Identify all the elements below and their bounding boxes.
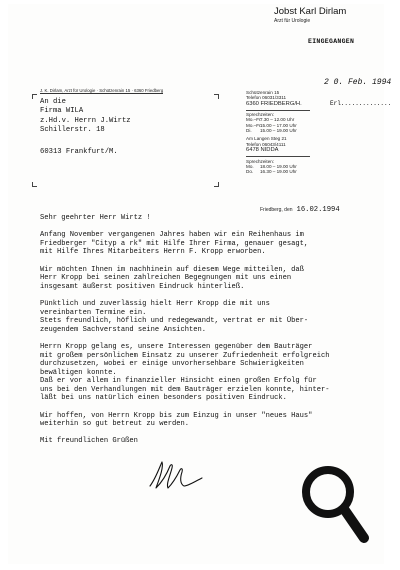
received-stamp xyxy=(308,38,394,110)
recipient-city: 60313 Frankfurt/M. xyxy=(40,148,118,156)
address-corner-mark xyxy=(214,94,219,99)
hours-row: Di. 15.00 – 19.00 Uhr xyxy=(246,128,297,134)
signature xyxy=(146,456,206,496)
paragraph: Anfang November vergangenen Jahres haben wir ein Reihenhaus im Friedberger "Cityp a rk" mit Hilfe Ihrer Firma, genauer gesagt, mit Hilfe Ihres Mitarbeiters Herrn F. Kropp erworben. xyxy=(40,231,309,257)
hours-row: Mo.–Fr.7.30 – 12.00 Uhr xyxy=(246,117,295,123)
recipient-line: z.Hd.v. Herrn J.Wirtz xyxy=(40,116,131,125)
letterhead-name: Jobst Karl Dirlam xyxy=(274,6,347,17)
paragraph: Wir hoffen, von Herrn Kropp bis zum Einzug in unser "neues Haus" weiterhin so gut betreut zu werden. xyxy=(40,411,313,429)
magnifier-icon[interactable] xyxy=(296,460,372,546)
practice-phone: Telefon 06043/4111 xyxy=(246,141,286,147)
address-corner-mark xyxy=(214,182,219,187)
recipient-line: Schillerstr. 18 xyxy=(40,125,105,134)
date-value: 16.02.1994 xyxy=(296,206,340,214)
paragraph: Herrn Kropp gelang es, unsere Interessen gegenüber dem Bauträger mit großem persönlichem Einsatz zu unserer Zufriedenheit erfolgreich durchzusetzen, wobei er einige unvorhersehbare Schwierigkeiten bewältigen konnte. Daß er vor allem in finanzieller Hinsicht einen großen Erfolg für uns bei den Verhandlungen mit dem Bauträger erzielen konnte, hinter- läßt bei uns natürlich einen besonders positiven Eindruck. xyxy=(40,342,330,403)
hours-row: Do. 16.30 – 19.00 Uhr xyxy=(246,169,297,175)
hours-row: Mo.–Fr.15.00 – 17.00 Uhr xyxy=(246,122,297,128)
recipient-line: An die xyxy=(40,98,66,106)
divider xyxy=(246,110,310,111)
hours-title: Sprechzeiten: xyxy=(246,158,275,164)
recipient-address xyxy=(40,98,131,135)
practice-city: 6478 NIDDA xyxy=(246,146,279,153)
practice-address: Am Langen Steg 21 xyxy=(246,136,287,142)
divider xyxy=(246,156,310,157)
paragraph: Pünktlich und zuverlässig hielt Herr Kropp die mit uns vereinbarten Termine ein. Stets freundlich, höflich und redegewandt, vertrat er mit Über- zeugendem Sachverstand seine Ansichten. xyxy=(40,299,309,334)
address-corner-mark xyxy=(32,94,37,99)
closing: Mit freundlichen Grüßen xyxy=(40,437,138,446)
address-corner-mark xyxy=(32,182,37,187)
recipient-line: Firma WILA xyxy=(40,107,84,116)
stamp-title: EINGEGANGEN xyxy=(308,38,355,45)
hours-title: Sprechzeiten: xyxy=(246,112,275,118)
stamp-line: Erl.............. xyxy=(330,100,392,107)
letterhead-title: Arzt für Urologie xyxy=(274,18,311,24)
practice-address: Schützenrain 15 xyxy=(246,90,280,95)
paragraph: Wir möchten Ihnen im nachhinein auf diesem Wege mitteilen, daß Herr Kropp bei seinen zahlreichen Begegnungen mit uns einen insgesamt äußerst positiven Eindruck hinterließ. xyxy=(40,265,304,291)
salutation: Sehr geehrter Herr Wirtz ! xyxy=(40,214,151,222)
practice-phone: Telefon 06031/3311 xyxy=(246,95,287,101)
sender-line: J. K. Dirlam, Arzt für Urologie · Schützenrain 15 · 6360 Friedberg xyxy=(40,88,164,93)
practice-info xyxy=(246,90,310,174)
hours-row: Mo. 18.00 – 19.00 Uhr xyxy=(246,163,297,169)
stamp-date: 2 0. Feb. 1994 xyxy=(324,78,392,87)
letter-body xyxy=(40,214,380,446)
date-prefix: Friedberg, den xyxy=(260,207,293,213)
practice-city: 6360 FRIEDBERG/H. xyxy=(246,100,302,107)
